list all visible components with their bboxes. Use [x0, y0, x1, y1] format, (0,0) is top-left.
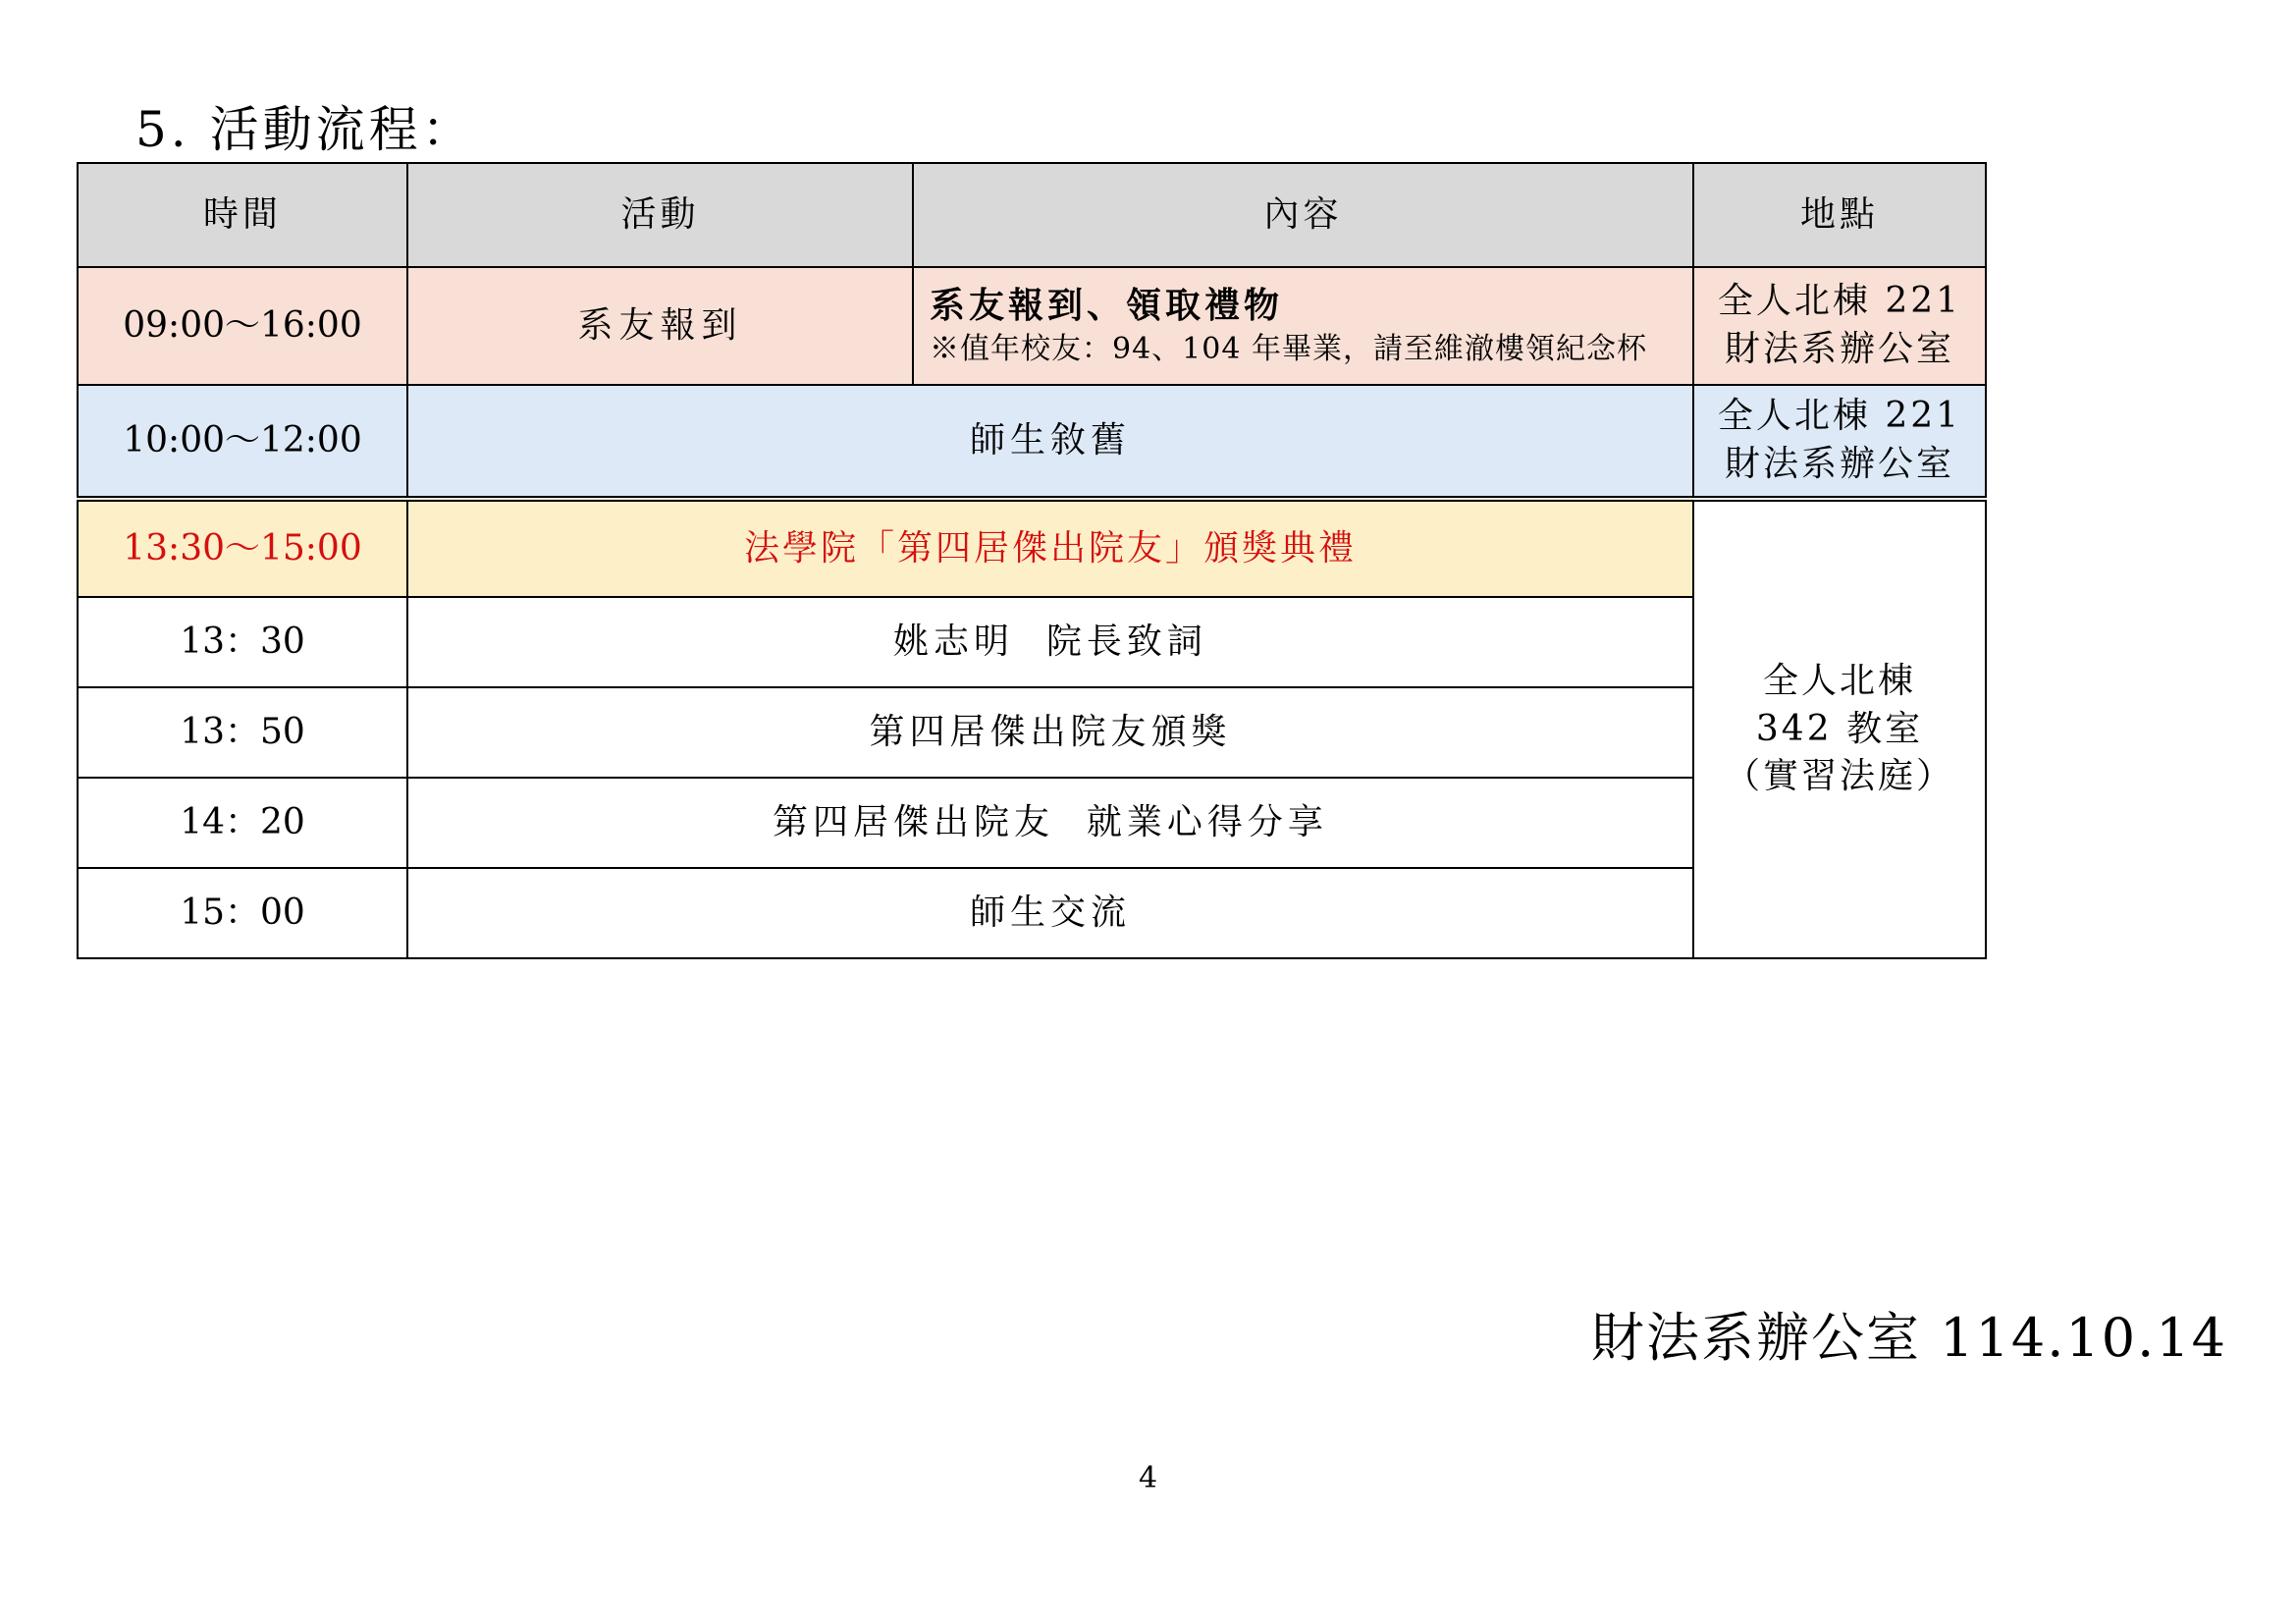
program-time: 13：50 — [78, 687, 407, 778]
checkin-location — [1693, 267, 1986, 385]
header-activity: 活動 — [407, 163, 913, 267]
checkin-location-line1: 全人北棟 221 — [1717, 281, 1962, 322]
header-content: 內容 — [913, 163, 1693, 267]
table-header-row — [78, 163, 1986, 267]
header-location: 地點 — [1693, 163, 1986, 267]
activity-schedule-table — [77, 162, 1987, 959]
checkin-time: 09:00～16:00 — [78, 267, 407, 385]
program-time: 15：00 — [78, 868, 407, 958]
footer-office-date: 財法系辦公室 114.10.14 — [1591, 1307, 2227, 1369]
reunion-location-line2: 財法系辦公室 — [1724, 444, 1954, 484]
reunion-activity: 師生敘舊 — [407, 385, 1693, 499]
checkin-activity: 系友報到 — [407, 267, 913, 385]
ceremony-time: 13:30～15:00 — [78, 499, 407, 597]
table-row-checkin — [78, 267, 1986, 385]
program-time: 13：30 — [78, 597, 407, 687]
ceremony-location-line1: 全人北棟 — [1762, 661, 1916, 702]
section-heading: 5. 活動流程： — [135, 101, 475, 158]
checkin-location-line2: 財法系辦公室 — [1724, 329, 1954, 369]
ceremony-location-line3: （實習法庭） — [1724, 756, 1954, 797]
checkin-content-main: 系友報到、領取禮物 — [930, 285, 1284, 327]
ceremony-location — [1693, 499, 1986, 958]
header-time: 時間 — [78, 163, 407, 267]
ceremony-title: 法學院「第四居傑出院友」頒獎典禮 — [407, 499, 1693, 597]
checkin-content-note: ※值年校友：94、104 年畢業，請至維澈樓領紀念杯 — [930, 332, 1647, 367]
table-row-reunion — [78, 385, 1986, 499]
reunion-location-line1: 全人北棟 221 — [1717, 396, 1962, 437]
page-number: 4 — [1139, 1461, 1158, 1495]
reunion-time: 10:00～12:00 — [78, 385, 407, 499]
reunion-location — [1693, 385, 1986, 499]
program-item: 第四居傑出院友頒獎 — [407, 687, 1693, 778]
program-time: 14：20 — [78, 778, 407, 868]
table-row-ceremony — [78, 499, 1986, 597]
program-item: 師生交流 — [407, 868, 1693, 958]
program-item: 姚志明 院長致詞 — [407, 597, 1693, 687]
program-item: 第四居傑出院友 就業心得分享 — [407, 778, 1693, 868]
ceremony-location-line2: 342 教室 — [1755, 708, 1924, 749]
checkin-content — [913, 267, 1693, 385]
